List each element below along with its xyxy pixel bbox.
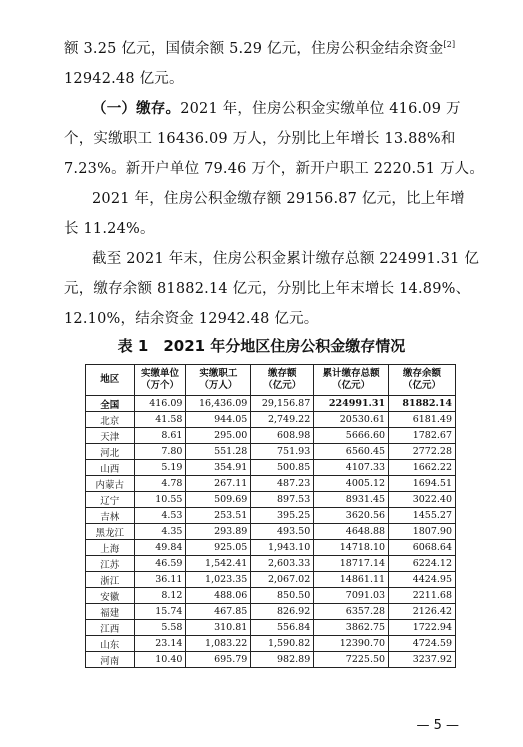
table-row	[86, 412, 456, 428]
value-cell: 1,943.10	[251, 540, 314, 556]
value-cell: 14718.10	[314, 540, 389, 556]
value-cell: 8931.45	[314, 492, 389, 508]
value-cell: 467.85	[186, 604, 251, 620]
value-cell: 1782.67	[389, 428, 456, 444]
region-cell: 江西	[86, 620, 135, 636]
text-span: 2021 年，住房公积金实缴单位 416.09 万	[180, 101, 461, 117]
text-span: 额 3.25 亿元，国债余额 5.29 亿元，住房公积金结余资金	[64, 40, 444, 57]
column-header-label: 累计缴存总额	[322, 368, 380, 379]
table-row-total	[86, 396, 456, 412]
region-cell: 安徽	[86, 588, 135, 604]
value-cell: 36.11	[134, 572, 186, 588]
region-cell: 山西	[86, 460, 135, 476]
value-cell: 6181.49	[389, 412, 456, 428]
footnote-ref[interactable]: [2]	[443, 40, 456, 49]
value-cell: 1455.27	[389, 508, 456, 524]
text-line: 12942.48 亿元。	[64, 70, 184, 87]
value-cell: 4648.88	[314, 524, 389, 540]
table-row	[86, 636, 456, 652]
value-cell: 4724.59	[389, 636, 456, 652]
table-row	[86, 540, 456, 556]
region-cell: 吉林	[86, 508, 135, 524]
value-cell: 3862.75	[314, 620, 389, 636]
value-cell: 982.89	[251, 652, 314, 668]
value-cell: 897.53	[251, 492, 314, 508]
table-row	[86, 492, 456, 508]
value-cell: 6224.12	[389, 556, 456, 572]
value-cell: 15.74	[134, 604, 186, 620]
column-header	[134, 365, 186, 396]
region-cell: 北京	[86, 412, 135, 428]
value-cell: 2126.42	[389, 604, 456, 620]
column-header-unit: （亿元）	[263, 380, 302, 391]
value-cell: 14861.11	[314, 572, 389, 588]
column-header-label: 实缴单位	[141, 368, 180, 379]
value-cell: 7225.50	[314, 652, 389, 668]
table-title: 表 1 2021 年分地区住房公积金缴存情况	[117, 337, 406, 355]
value-cell: 41.58	[134, 412, 186, 428]
value-cell: 49.84	[134, 540, 186, 556]
value-cell: 416.09	[134, 396, 186, 412]
region-cell: 天津	[86, 428, 135, 444]
value-cell: 2211.68	[389, 588, 456, 604]
value-cell: 1694.51	[389, 476, 456, 492]
paragraph-cumulative	[64, 244, 480, 334]
value-cell: 6068.64	[389, 540, 456, 556]
value-cell: 608.98	[251, 428, 314, 444]
value-cell: 7.80	[134, 444, 186, 460]
value-cell: 16,436.09	[186, 396, 251, 412]
column-header-unit: （万个）	[141, 380, 180, 391]
value-cell: 5666.60	[314, 428, 389, 444]
region-cell: 全国	[86, 396, 135, 412]
value-cell: 29,156.87	[251, 396, 314, 412]
value-cell: 1,542.41	[186, 556, 251, 572]
value-cell: 3620.56	[314, 508, 389, 524]
value-cell: 1,023.35	[186, 572, 251, 588]
region-cell: 江苏	[86, 556, 135, 572]
value-cell: 2,603.33	[251, 556, 314, 572]
value-cell: 6357.28	[314, 604, 389, 620]
value-cell: 4005.12	[314, 476, 389, 492]
value-cell: 487.23	[251, 476, 314, 492]
column-header-label: 地区	[100, 374, 120, 385]
table-row	[86, 460, 456, 476]
section-heading: （一）缴存。	[92, 100, 181, 117]
value-cell: 5.19	[134, 460, 186, 476]
value-cell: 18717.14	[314, 556, 389, 572]
value-cell: 8.12	[134, 588, 186, 604]
table-row	[86, 444, 456, 460]
region-cell: 福建	[86, 604, 135, 620]
text-line: 2021 年，住房公积金缴存额 29156.87 亿元，比上年增	[92, 191, 465, 207]
deposit-table	[85, 364, 456, 668]
value-cell: 1807.90	[389, 524, 456, 540]
text-line: 元，缴存余额 81882.14 亿元，分别比上年末增长 14.89%、	[64, 281, 471, 297]
value-cell: 488.06	[186, 588, 251, 604]
table-row	[86, 588, 456, 604]
table-row	[86, 476, 456, 492]
value-cell: 493.50	[251, 524, 314, 540]
value-cell: 6560.45	[314, 444, 389, 460]
value-cell: 826.92	[251, 604, 314, 620]
value-cell: 4.78	[134, 476, 186, 492]
value-cell: 20530.61	[314, 412, 389, 428]
value-cell: 4.53	[134, 508, 186, 524]
value-cell: 1,590.82	[251, 636, 314, 652]
column-header-label: 实缴职工	[199, 368, 238, 379]
column-header-label: 缴存余额	[403, 368, 442, 379]
text-line	[64, 30, 464, 64]
value-cell: 310.81	[186, 620, 251, 636]
column-header-unit: （亿元）	[403, 380, 442, 391]
value-cell: 2,749.22	[251, 412, 314, 428]
value-cell: 7091.03	[314, 588, 389, 604]
value-cell: 850.50	[251, 588, 314, 604]
value-cell: 2772.28	[389, 444, 456, 460]
value-cell: 3237.92	[389, 652, 456, 668]
table-row	[86, 508, 456, 524]
value-cell: 295.00	[186, 428, 251, 444]
value-cell: 10.40	[134, 652, 186, 668]
value-cell: 46.59	[134, 556, 186, 572]
value-cell: 1662.22	[389, 460, 456, 476]
paragraph-deposit-amount	[64, 184, 464, 244]
value-cell: 4424.95	[389, 572, 456, 588]
value-cell: 4107.33	[314, 460, 389, 476]
value-cell: 293.89	[186, 524, 251, 540]
column-header	[186, 365, 251, 396]
table-row	[86, 556, 456, 572]
region-cell: 浙江	[86, 572, 135, 588]
value-cell: 267.11	[186, 476, 251, 492]
value-cell: 8.61	[134, 428, 186, 444]
value-cell: 695.79	[186, 652, 251, 668]
value-cell: 224991.31	[314, 396, 389, 412]
region-cell: 黑龙江	[86, 524, 135, 540]
paragraph-deposit	[64, 94, 485, 184]
value-cell: 944.05	[186, 412, 251, 428]
table-row	[86, 620, 456, 636]
value-cell: 12390.70	[314, 636, 389, 652]
page-number: — 5 —	[416, 718, 459, 733]
value-cell: 395.25	[251, 508, 314, 524]
value-cell: 1722.94	[389, 620, 456, 636]
value-cell: 4.35	[134, 524, 186, 540]
value-cell: 5.58	[134, 620, 186, 636]
column-header	[389, 365, 456, 396]
value-cell: 751.93	[251, 444, 314, 460]
region-cell: 河南	[86, 652, 135, 668]
value-cell: 2,067.02	[251, 572, 314, 588]
text-line: 12.10%，结余资金 12942.48 亿元。	[64, 311, 319, 327]
region-cell: 内蒙古	[86, 476, 135, 492]
value-cell: 1,083.22	[186, 636, 251, 652]
value-cell: 81882.14	[389, 396, 456, 412]
table-row	[86, 428, 456, 444]
text-line: 长 11.24%。	[64, 221, 155, 237]
text-line: 7.23%。新开户单位 79.46 万个，新开户职工 2220.51 万人。	[64, 161, 485, 177]
value-cell: 925.05	[186, 540, 251, 556]
table-row	[86, 572, 456, 588]
value-cell: 3022.40	[389, 492, 456, 508]
value-cell: 23.14	[134, 636, 186, 652]
column-header-unit: （亿元）	[332, 380, 371, 391]
text-line: 截至 2021 年末，住房公积金累计缴存总额 224991.31 亿	[92, 251, 480, 267]
text-line	[64, 94, 464, 124]
table-row	[86, 524, 456, 540]
region-cell: 辽宁	[86, 492, 135, 508]
table-row	[86, 652, 456, 668]
column-header	[251, 365, 314, 396]
region-cell: 山东	[86, 636, 135, 652]
column-header	[314, 365, 389, 396]
table-row	[86, 604, 456, 620]
column-header-label: 缴存额	[268, 368, 297, 379]
region-cell: 河北	[86, 444, 135, 460]
column-header	[86, 365, 135, 396]
value-cell: 500.85	[251, 460, 314, 476]
value-cell: 354.91	[186, 460, 251, 476]
value-cell: 551.28	[186, 444, 251, 460]
table-header-row	[86, 365, 456, 396]
value-cell: 556.84	[251, 620, 314, 636]
value-cell: 509.69	[186, 492, 251, 508]
table-body	[86, 396, 456, 668]
paragraph-balance	[64, 30, 464, 94]
column-header-unit: （万人）	[199, 380, 238, 391]
text-line: 个，实缴职工 16436.09 万人，分别比上年增长 13.88%和	[64, 131, 456, 147]
value-cell: 253.51	[186, 508, 251, 524]
value-cell: 10.55	[134, 492, 186, 508]
region-cell: 上海	[86, 540, 135, 556]
